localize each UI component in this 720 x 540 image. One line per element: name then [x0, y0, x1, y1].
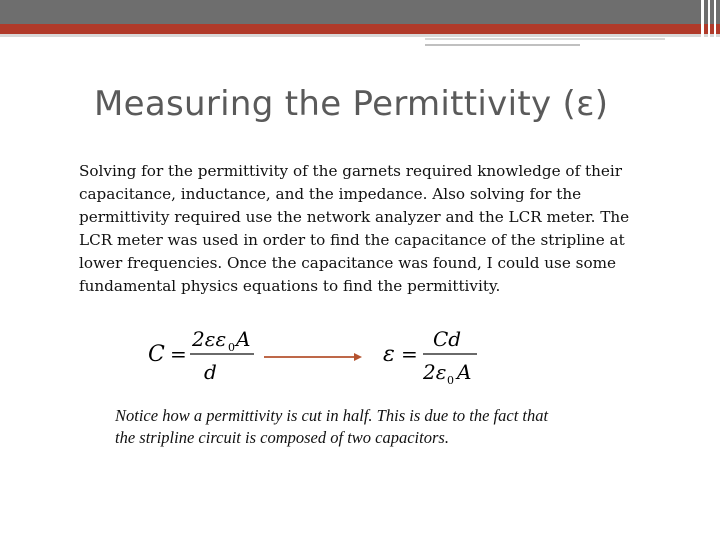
equation-numerator: Cd	[433, 327, 462, 351]
equation-capacitance	[146, 326, 256, 386]
arrow-icon	[264, 350, 364, 364]
equation-permittivity	[381, 326, 491, 386]
equation-denominator: 2ε	[423, 360, 447, 384]
header-bar	[0, 0, 720, 24]
equation-numerator-tail: A	[236, 327, 251, 351]
header-stripes	[698, 0, 720, 48]
equation-lhs: ε	[383, 342, 395, 367]
equation-denominator: d	[204, 360, 217, 384]
note-text: Notice how a permittivity is cut in half. This is due to the fact that the stripline circuit is composed of two capacitors.	[115, 406, 549, 447]
accent-line	[425, 44, 580, 46]
equation-lhs: C	[148, 342, 165, 367]
header-divider	[0, 34, 720, 37]
equation-denominator-tail: A	[457, 360, 472, 384]
accent-line	[425, 38, 665, 40]
body-paragraph: Solving for the permittivity of the garnets required knowledge of their capacitance, inductance, and the impedance. Also solving for the permittivity required use the network analyzer and the LCR meter. The LCR meter was used in order to find the capacitance of the stripline at lower frequencies. Once the capacitance was found, I could use some fundamental physics equations to find the permittivity.	[79, 162, 630, 295]
header-accent-bar	[0, 24, 720, 34]
equation-equals: =	[170, 342, 187, 366]
equation-subscript: 0	[228, 341, 235, 354]
slide-title: Measuring the Permittivity (ε)	[94, 84, 609, 124]
equation-subscript: 0	[447, 374, 454, 386]
equation-numerator: 2εε	[192, 327, 227, 351]
equation-equals: =	[401, 342, 418, 366]
